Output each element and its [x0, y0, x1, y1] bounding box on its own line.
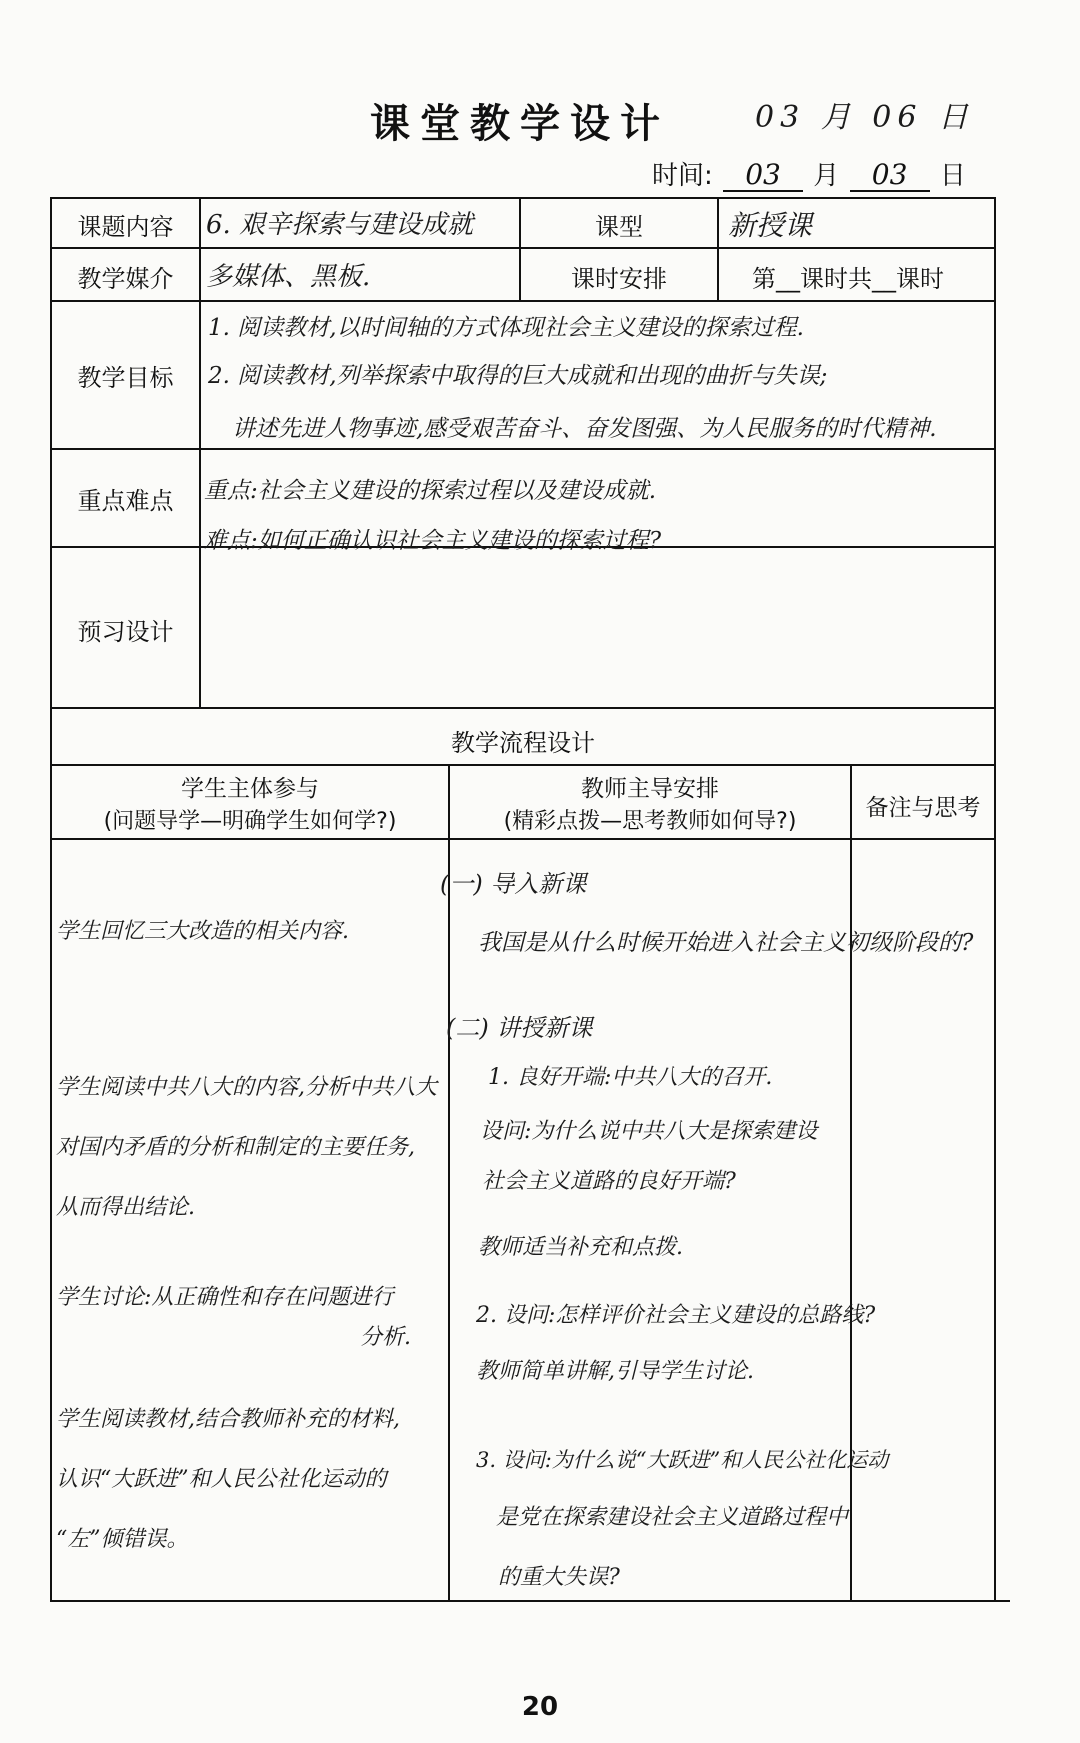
col-line	[717, 197, 719, 300]
teacher-note: 教师适当补充和点拨.	[478, 1235, 683, 1260]
schedule-value: 第__课时共__课时	[752, 265, 944, 293]
teacher-note: 社会主义道路的良好开端?	[482, 1169, 736, 1194]
teacher-note: 是党在探索建设社会主义道路过程中	[496, 1505, 849, 1530]
row-line	[50, 764, 996, 766]
table-border-top	[50, 197, 996, 199]
topic-value: 6. 艰辛探索与建设成就	[206, 210, 474, 240]
teacher-note: (一) 导入新课	[440, 870, 587, 898]
key-point: 重点:社会主义建设的探索过程以及建设成就.	[204, 478, 657, 504]
row-line	[50, 838, 996, 840]
month-unit: 月	[813, 161, 840, 191]
time-month: 03	[723, 160, 803, 192]
col2-subtitle: (精彩点拨—思考教师如何导?)	[503, 809, 797, 834]
page-title: 课堂教学设计	[370, 100, 670, 147]
teacher-note: 我国是从什么时候开始进入社会主义初级阶段的?	[478, 930, 974, 956]
time-day: 03	[850, 160, 930, 192]
time-line	[652, 155, 966, 192]
goal-item: 1. 阅读教材,以时间轴的方式体现社会主义建设的探索过程.	[208, 315, 804, 341]
teacher-note: (二) 讲授新课	[446, 1014, 593, 1042]
difficult-point: 难点:如何正确认识社会主义建设的探索过程?	[204, 528, 662, 554]
time-label: 时间:	[652, 161, 713, 191]
col2-title: 教师主导安排	[581, 776, 719, 802]
schedule-label: 课时安排	[571, 265, 667, 293]
teacher-note: 2. 设问:怎样评价社会主义建设的总路线?	[476, 1303, 876, 1328]
teacher-note: 3. 设问:为什么说“大跃进”和人民公社化运动	[476, 1448, 889, 1472]
table-border-left	[50, 197, 52, 1602]
student-note: 学生讨论:从正确性和存在问题进行	[56, 1285, 394, 1310]
col-line	[850, 764, 852, 1602]
col1-subtitle: (问题导学—明确学生如何学?)	[103, 809, 397, 834]
row-line	[50, 300, 996, 302]
table-border-bottom	[50, 1600, 1010, 1602]
flow-title: 教学流程设计	[451, 729, 595, 757]
row-line	[50, 448, 996, 450]
goal-item: 2. 阅读教材,列举探索中取得的巨大成就和出现的曲折与失误;	[208, 363, 828, 389]
handwritten-date: 03 月 06 日	[755, 100, 974, 135]
media-value: 多媒体、黑板.	[206, 262, 371, 292]
student-note: 学生回忆三大改造的相关内容.	[56, 919, 349, 944]
student-note: 从而得出结论.	[56, 1195, 195, 1220]
goal-label: 教学目标	[77, 364, 174, 392]
table-border-right	[994, 197, 996, 1602]
student-note: 对国内矛盾的分析和制定的主要任务,	[56, 1135, 415, 1160]
student-note: 认识“大跃进”和人民公社化运动的	[56, 1467, 387, 1492]
type-value: 新授课	[728, 209, 813, 242]
day-unit: 日	[939, 161, 966, 191]
media-label: 教学媒介	[77, 265, 174, 293]
preview-label: 预习设计	[77, 618, 174, 646]
type-label: 课型	[595, 213, 643, 241]
row-line	[50, 707, 996, 709]
teacher-note: 1. 良好开端:中共八大的召开.	[488, 1065, 773, 1090]
page-number: 20	[521, 1692, 559, 1722]
student-note: “左”倾错误。	[56, 1527, 189, 1552]
student-note: 学生阅读中共八大的内容,分析中共八大	[56, 1075, 437, 1100]
topic-label: 课题内容	[77, 213, 174, 241]
goal-item: 讲述先进人物事迹,感受艰苦奋斗、奋发图强、为人民服务的时代精神.	[232, 416, 937, 442]
student-note: 学生阅读教材,结合教师补充的材料,	[56, 1407, 400, 1432]
col1-title: 学生主体参与	[181, 776, 319, 802]
row-line	[50, 247, 996, 249]
teacher-note: 设问:为什么说中共八大是探索建设	[480, 1119, 818, 1144]
key-label: 重点难点	[77, 487, 174, 515]
col-line	[199, 197, 201, 707]
col3-title: 备注与思考	[865, 795, 981, 821]
student-note: 分析.	[360, 1325, 411, 1350]
teacher-note: 教师简单讲解,引导学生讨论.	[476, 1359, 754, 1384]
teacher-note: 的重大失误?	[498, 1565, 620, 1590]
